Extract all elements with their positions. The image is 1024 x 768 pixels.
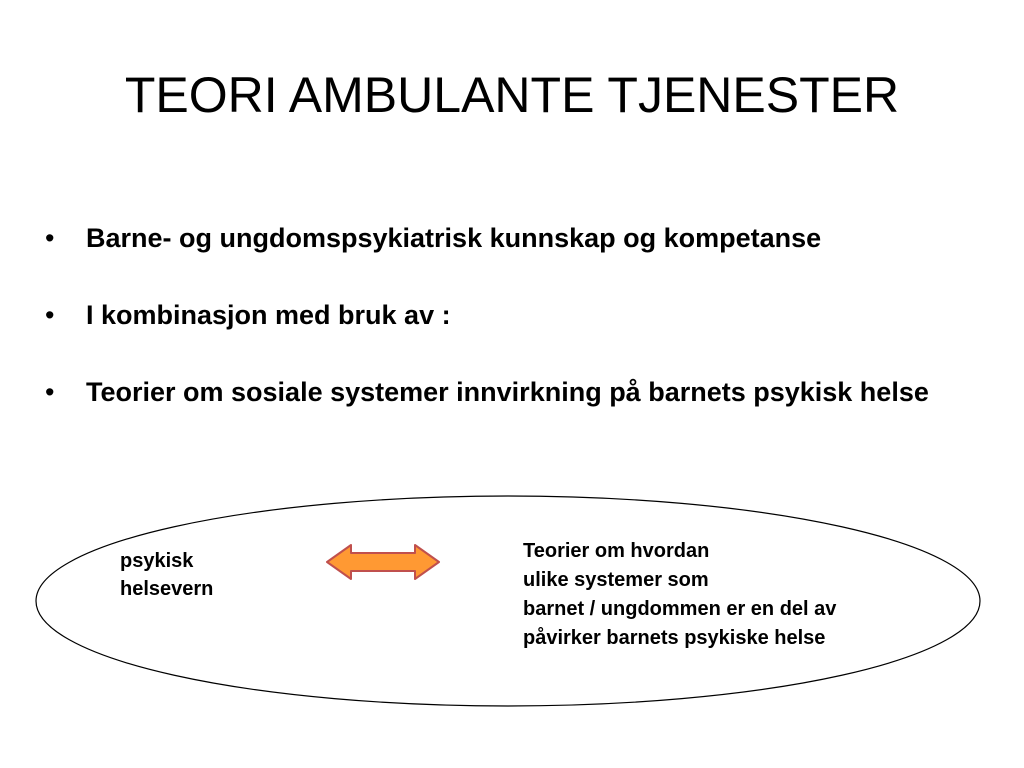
bullet-marker: • bbox=[45, 377, 55, 407]
slide-title: TEORI AMBULANTE TJENESTER bbox=[124, 67, 900, 123]
bullet-text: I kombinasjon med bruk av : bbox=[86, 300, 451, 330]
label-line: helsevern bbox=[120, 578, 214, 600]
label-line: psykisk bbox=[120, 550, 194, 572]
label-line: barnet / ungdommen er en del av bbox=[523, 598, 837, 620]
systems-theory-label bbox=[523, 537, 836, 653]
bullet-item-knowledge bbox=[45, 222, 975, 255]
label-line: påvirker barnets psykiske helse bbox=[523, 627, 826, 649]
label-line: Teorier om hvordan bbox=[523, 540, 710, 562]
double-arrow-icon bbox=[327, 545, 439, 579]
bullet-marker: • bbox=[45, 223, 55, 253]
bullet-item-combination bbox=[45, 299, 975, 332]
bullet-text: Barne- og ungdomspsykiatrisk kunnskap og kompetanse bbox=[86, 223, 822, 253]
bullet-list bbox=[45, 222, 975, 409]
bullet-marker: • bbox=[45, 300, 55, 330]
mental-health-care-label bbox=[120, 547, 213, 603]
bullet-item-theories bbox=[45, 376, 975, 409]
label-line: ulike systemer som bbox=[523, 569, 709, 591]
bullet-text: Teorier om sosiale systemer innvirkning på barnets psykisk helse bbox=[86, 377, 929, 407]
